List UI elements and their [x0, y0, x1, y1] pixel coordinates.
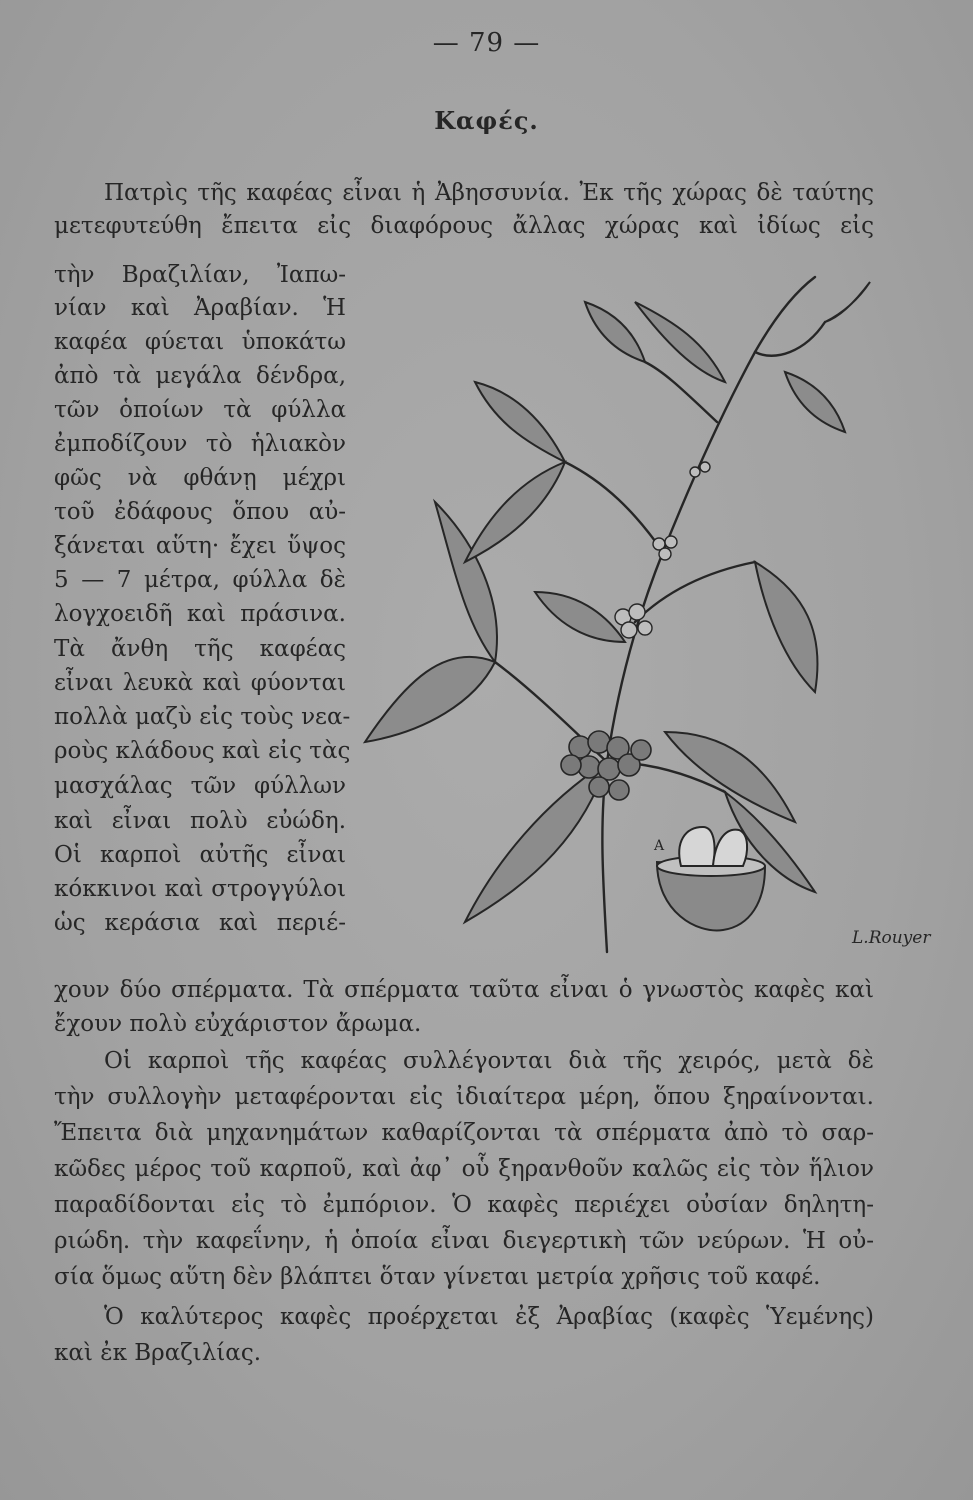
text-line: ριώδη. τὴν καφεΐνην, ἡ ὁποία εἶναι διεγερτικὴ τῶν νεύρων. Ἡ οὐ- [54, 1228, 874, 1254]
text-line: Ὁ καλύτερος καφὲς προέρχεται ἐξ Ἀραβίας (καφὲς Ὑεμένης) [104, 1304, 874, 1330]
text-line: ἔχουν πολὺ εὐχάριστον ἄρωμα. [54, 1011, 422, 1037]
text-line: κῶδες μέρος τοῦ καρποῦ, καὶ ἀφ᾽ οὗ ξηρανθοῦν καλῶς εἰς τὸν ἥλιον [54, 1156, 874, 1182]
illustrator-signature: L.Rouyer [852, 928, 931, 948]
text-line: 5 — 7 μέτρα, φύλλα δὲ [54, 567, 346, 593]
text-line: τὴν συλλογὴν μεταφέρονται εἰς ἰδιαίτερα μέρη, ὅπου ξηραίνονται. [54, 1084, 874, 1110]
text-line: ροὺς κλάδους καὶ εἰς τὰς [54, 738, 351, 764]
text-line: τοῦ ἐδάφους ὅπου αὐ- [54, 499, 346, 525]
text-line: νίαν καὶ Ἀραβίαν. Ἡ [54, 295, 346, 321]
coffee-plant-illustration [345, 262, 885, 962]
text-line: ἀπὸ τὰ μεγάλα δένδρα, [54, 363, 346, 389]
section-heading: Καφές. [434, 106, 539, 135]
text-line: Ἔπειτα διὰ μηχανημάτων καθαρίζονται τὰ σπέρματα ἀπὸ τὸ σαρ- [54, 1120, 874, 1146]
text-line: χουν δύο σπέρματα. Τὰ σπέρματα ταῦτα εἶναι ὁ γνωστὸς καφὲς καὶ [54, 977, 874, 1003]
text-line: φῶς νὰ φθάνῃ μέχρι [54, 465, 346, 491]
text-line: τῶν ὁποίων τὰ φύλλα [54, 397, 346, 423]
text-line: κόκκινοι καὶ στρογγύλοι [54, 876, 346, 902]
text-line: εἶναι λευκὰ καὶ φύονται [54, 670, 346, 696]
text-line: Πατρὶς τῆς καφέας εἶναι ἡ Ἀβησσυνία. Ἐκ τῆς χώρας δὲ ταύτης [104, 180, 874, 206]
text-line: Οἱ καρποὶ τῆς καφέας συλλέγονται διὰ τῆς χειρός, μετὰ δὲ [104, 1048, 874, 1074]
text-line: λογχοειδῆ καὶ πράσινα. [54, 601, 346, 627]
text-line: καὶ ἐκ Βραζιλίας. [54, 1340, 262, 1366]
text-line: Οἱ καρποὶ αὐτῆς εἶναι [54, 842, 346, 868]
text-line: ὡς κεράσια καὶ περιέ- [54, 910, 346, 936]
text-line: μασχάλας τῶν φύλλων [54, 773, 346, 799]
text-line: παραδίδονται εἰς τὸ ἐμπόριον. Ὁ καφὲς περιέχει οὐσίαν δηλητη- [54, 1192, 874, 1218]
figure-label: A [654, 838, 665, 854]
text-line: καφέα φύεται ὑποκάτω [54, 329, 346, 355]
text-line: ξάνεται αὕτη· ἔχει ὕψος [54, 533, 346, 559]
page-number: — 79 — [432, 28, 541, 58]
text-line: καὶ εἶναι πολὺ εὐώδη. [54, 808, 346, 834]
text-line: σία ὅμως αὕτη δὲν βλάπτει ὅταν γίνεται μετρία χρῆσις τοῦ καφέ. [54, 1264, 821, 1290]
text-line: ἐμποδίζουν τὸ ἡλιακὸν [54, 431, 346, 457]
text-line: μετεφυτεύθη ἔπειτα εἰς διαφόρους ἄλλας χώρας καὶ ἰδίως εἰς [54, 213, 874, 239]
text-line: πολλὰ μαζὺ εἰς τοὺς νεα- [54, 704, 351, 730]
text-line: τὴν Βραζιλίαν, Ἰαπω- [54, 262, 346, 288]
text-line: Τὰ ἄνθη τῆς καφέας [54, 636, 346, 662]
